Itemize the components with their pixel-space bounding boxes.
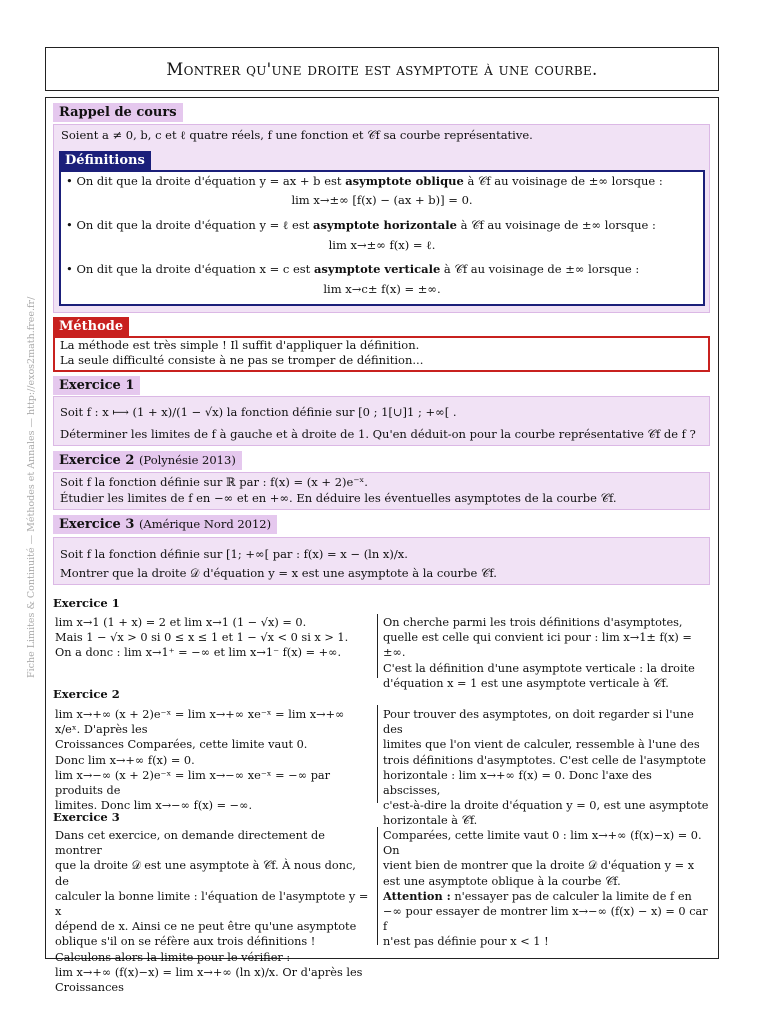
sidebar (22, 290, 40, 680)
definitions-heading: Définitions (59, 151, 151, 170)
page-title-box (45, 47, 719, 91)
solution-right: Pour trouver des asymptotes, on doit regarder si l'une des limites que l'on vient de calculer, ressemble à l'une des trois définitions d'asymptotes. C'est celle de l'asymptote horizontale : lim x→+∞ f(x) = 0. Donc l'axe des abscisses, c'est-à-dire la droite d'équation y = 0, est une asymptote horizontale à 𝒞f. (383, 708, 709, 828)
exercise-line: Soit f la fonction définie sur [1; +∞[ par : f(x) = x − (ln x)/x. (60, 547, 408, 561)
definition-item: • On dit que la droite d'équation y = ax + b est asymptote oblique à 𝒞f au voisinage de ±∞ lorsque : (66, 174, 663, 188)
definition-item: • On dit que la droite d'équation y = ℓ est asymptote horizontale à 𝒞f au voisinage de ±∞ lorsque : (66, 218, 656, 232)
exercise-line: Déterminer les limites de f à gauche et à droite de 1. Qu'en déduit-on pour la courbe représentative 𝒞f de f ? (60, 427, 696, 441)
page-title: Montrer qu'une droite est asymptote à une courbe. (166, 59, 598, 79)
solution-left: Dans cet exercice, on demande directement de montrer que la droite 𝒟 est une asymptote à 𝒞f. À nous donc, de calculer la bonne limite : l'équation de l'asymptote y = x dépend de x. Ainsi ce ne peut être qu'une asymptote oblique s'il on se réfère aux trois définitions ! Calculons alors la limite pour le vérifier : lim x→+∞ (f(x)−x) = lim x→+∞ (ln x)/x. Or d'après les Croissances (55, 829, 369, 995)
methode-line: La méthode est très simple ! Il suffit d'appliquer la définition. (60, 338, 420, 352)
methode-line: La seule difficulté consiste à ne pas se tromper de définition... (60, 353, 424, 367)
column-divider (377, 827, 378, 945)
exercise-line: Soit f la fonction définie sur ℝ par : f(x) = (x + 2)e⁻ˣ. (60, 475, 368, 489)
solution-right: On cherche parmi les trois définitions d'asymptotes, quelle est celle qui convient ici pour : lim x→1± f(x) = ±∞. C'est la définition d'une asymptote verticale : la droite d'équation x = 1 est une asymptote verticale à 𝒞f. (383, 616, 695, 690)
definition-formula: lim x→±∞ [f(x) − (ax + b)] = 0. (291, 193, 473, 207)
methode-heading: Méthode (53, 317, 129, 336)
definition-term: asymptote horizontale (313, 218, 457, 232)
solution-heading: Exercice 2 (53, 687, 120, 701)
rappel-heading: Rappel de cours (53, 103, 183, 122)
attention-label: Attention : (383, 888, 451, 903)
solution-left: lim x→+∞ (x + 2)e⁻ˣ = lim x→+∞ xe⁻ˣ = lim x→+∞ x/eˣ. D'après les Croissances Comparées, cette limite vaut 0. Donc lim x→+∞ f(x) = 0. lim x→−∞ (x + 2)e⁻ˣ = lim x→−∞ xe⁻ˣ = −∞ par produits de limites. Donc lim x→−∞ f(x) = −∞. (55, 708, 345, 813)
definition-term: asymptote verticale (313, 262, 441, 276)
definition-formula: lim x→c± f(x) = ±∞. (323, 282, 441, 296)
sidebar-text: Fiche Limites & Continuité — Méthodes et Annales — http://exos2math.free.fr/ (26, 296, 37, 678)
column-divider (377, 705, 378, 803)
exercise-line: Étudier les limites de f en −∞ et en +∞. En déduire les éventuelles asymptotes de la courbe 𝒞f. (60, 491, 617, 505)
exercise-heading: Exercice 3 (Amérique Nord 2012) (53, 515, 277, 534)
exercise-heading: Exercice 2 (Polynésie 2013) (53, 451, 242, 470)
rappel-intro: Soient a ≠ 0, b, c et ℓ quatre réels, f une fonction et 𝒞f sa courbe représentative. (61, 128, 533, 142)
exercise-line: Montrer que la droite 𝒟 d'équation y = x est une asymptote à la courbe 𝒞f. (60, 566, 497, 580)
column-divider (377, 614, 378, 678)
solution-left: lim x→1 (1 + x) = 2 et lim x→1 (1 − √x) = 0. Mais 1 − √x > 0 si 0 ≤ x ≤ 1 et 1 − √x < 0 si x > 1. On a donc : lim x→1⁺ = −∞ et lim x→1⁻ f(x) = +∞. (55, 616, 349, 660)
solution-right: Comparées, cette limite vaut 0 : lim x→+∞ (f(x)−x) = 0. On vient bien de montrer que la droite 𝒟 d'équation y = x est une asymptote oblique à la courbe 𝒞f. Attention : n'essayer pas de calculer la limite de f en −∞ pour essayer de montrer lim x→−∞ (f(x) − x) = 0 car f n'est pas définie pour x < 1 ! (383, 829, 708, 949)
exercise-heading: Exercice 1 (53, 376, 140, 395)
solution-heading: Exercice 1 (53, 596, 120, 610)
definition-term: asymptote oblique (345, 174, 464, 188)
definition-formula: lim x→±∞ f(x) = ℓ. (328, 238, 436, 252)
exercise-line: Soit f : x ⟼ (1 + x)/(1 − √x) la fonction définie sur [0 ; 1[∪]1 ; +∞[ . (60, 405, 457, 419)
definition-item: • On dit que la droite d'équation x = c est asymptote verticale à 𝒞f au voisinage de ±∞ lorsque : (66, 262, 640, 276)
solution-heading: Exercice 3 (53, 810, 120, 824)
